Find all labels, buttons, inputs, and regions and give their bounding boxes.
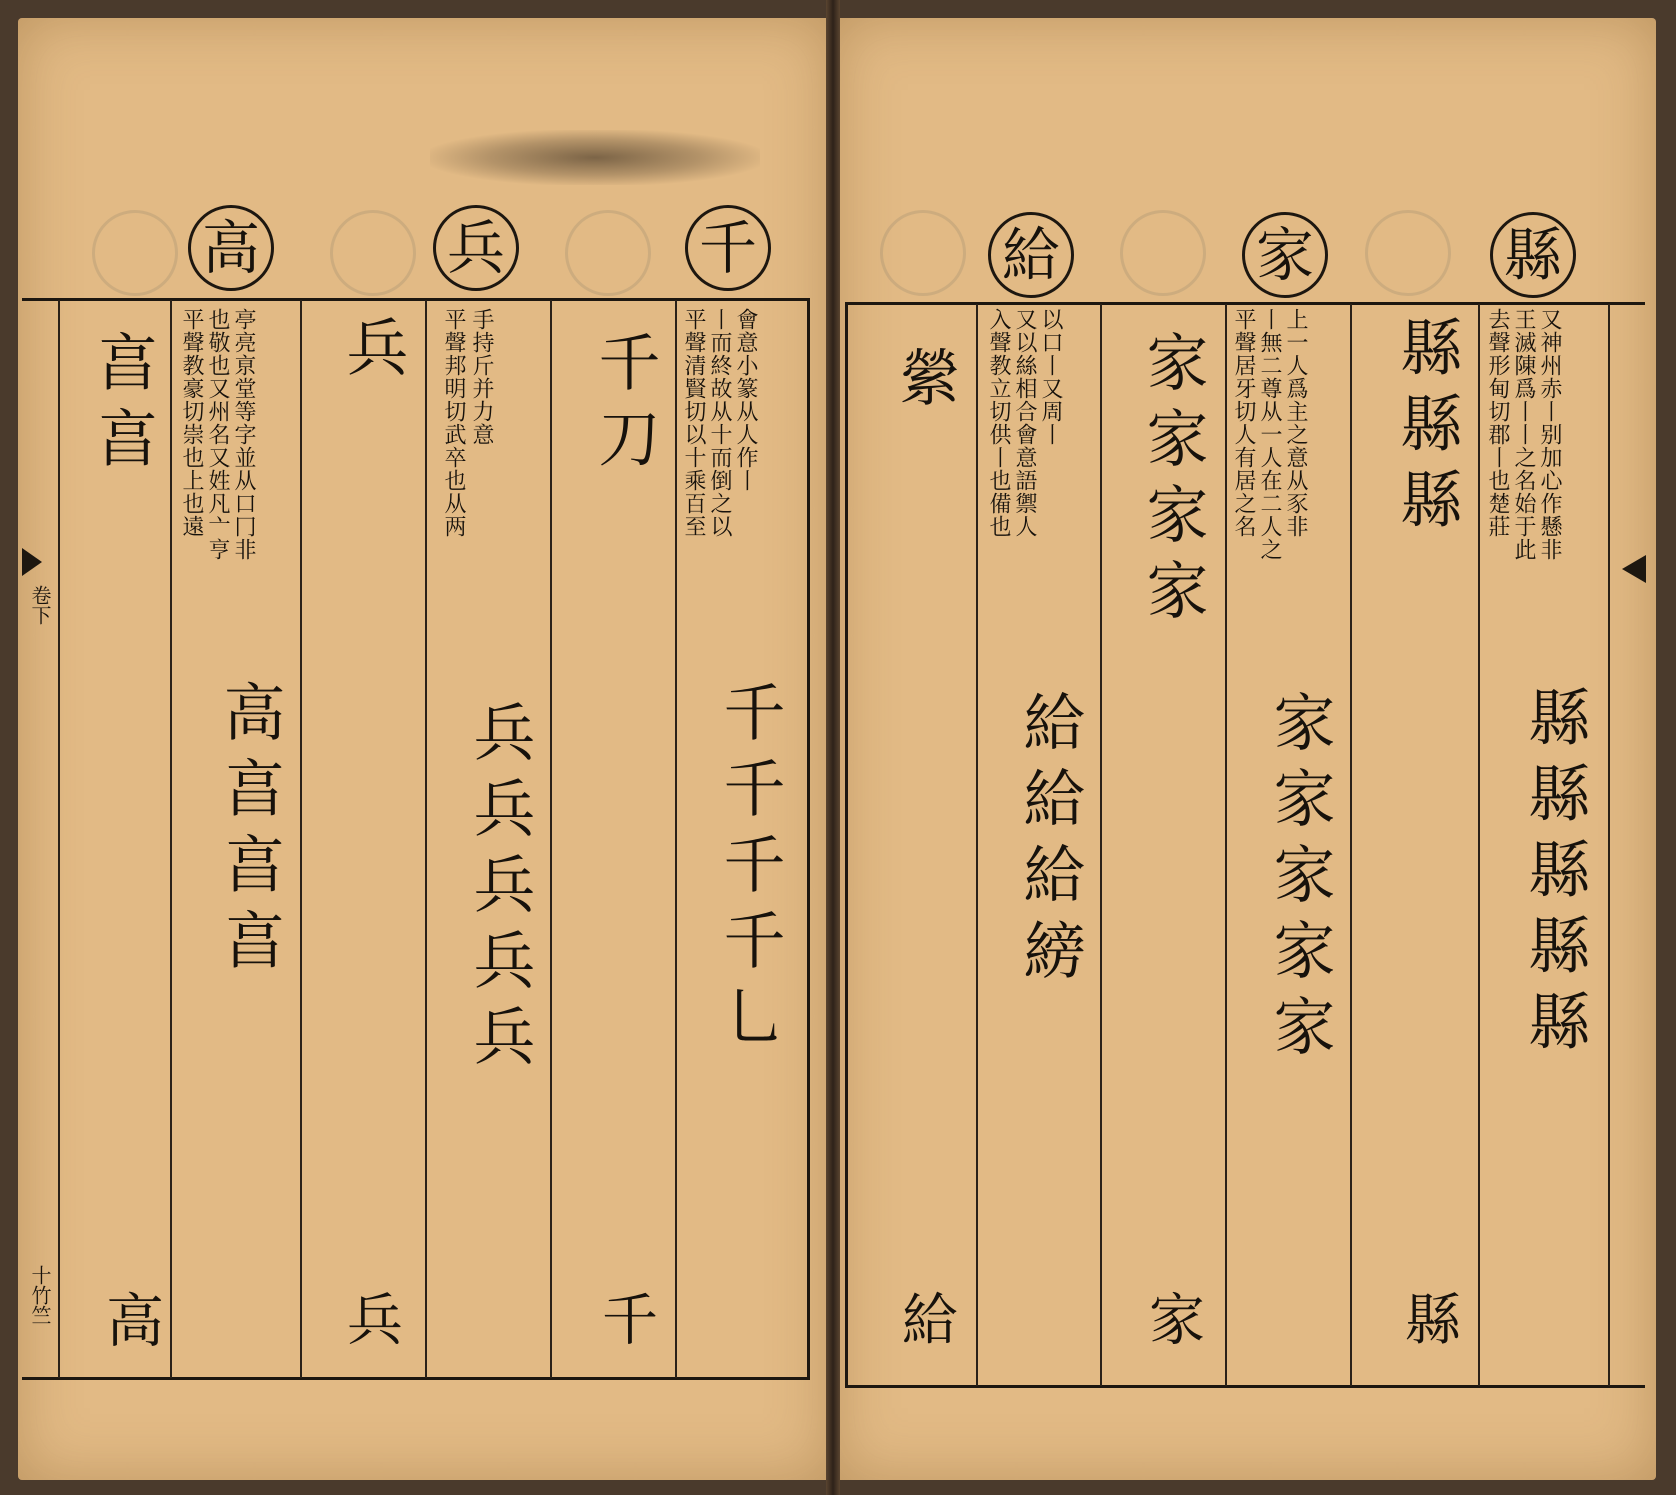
annotation-text: 平聲邦明切武卒也从两	[441, 308, 466, 538]
annotation-text: 王滅陳爲丨丨之名始于此	[1511, 308, 1536, 561]
seal-variants: 縣縣縣縣縣	[1518, 685, 1591, 1065]
annotation-text: 去聲形甸切郡丨也楚莊	[1485, 308, 1510, 538]
annotation-text: 也敬也又州名又姓凡亠亨	[205, 308, 230, 561]
column-rule	[1225, 304, 1227, 1386]
seal-variants: 家家家家	[1136, 330, 1209, 634]
column-rule	[1608, 304, 1610, 1386]
annotation-text: 上一人爲主之意从豕非	[1283, 308, 1308, 538]
column-rule	[976, 304, 978, 1386]
ink-smudge	[430, 130, 760, 185]
regular-character: 家	[1140, 1290, 1205, 1360]
heading-character: 家	[1242, 212, 1328, 298]
volume-label: 卷下	[28, 585, 52, 625]
heading-character: 兵	[433, 205, 519, 291]
column-rule	[550, 300, 552, 1378]
seal-variants: 千刀	[588, 330, 661, 482]
showthrough-circle	[330, 210, 416, 296]
column-rule	[58, 300, 60, 1378]
annotation-text: 丨無二尊从一人在二人之	[1257, 308, 1282, 561]
annotation-text: 以口丨又周丨	[1038, 308, 1063, 446]
annotation-text: 入聲教立切供丨也備也	[986, 308, 1011, 538]
column-rule	[1100, 304, 1102, 1386]
showthrough-circle	[92, 210, 178, 296]
margin-tab	[1622, 555, 1646, 583]
annotation-text: 亭亮亰堂等字並从口冂非	[231, 308, 256, 561]
column-rule	[675, 300, 677, 1378]
heading-character: 千	[685, 205, 771, 291]
annotation-text: 會意小篆从人作丨	[733, 308, 758, 492]
seal-variants: 兵兵兵兵兵	[463, 700, 536, 1080]
margin-tab	[22, 548, 42, 576]
annotation-text: 平聲教豪切崇也上也遠	[179, 308, 204, 538]
seal-variants: 兵	[336, 315, 409, 391]
heading-character: 給	[988, 212, 1074, 298]
annotation-text: 又神州赤丨别加心作懸非	[1537, 308, 1562, 561]
regular-character: 給	[893, 1290, 958, 1360]
regular-character: 兵	[338, 1290, 403, 1360]
seal-variants: 高亯亯亯	[213, 680, 286, 984]
seal-variants: 亯亯	[86, 330, 159, 482]
column-rule	[170, 300, 172, 1378]
seal-variants: 縈	[888, 345, 961, 421]
annotation-text: 又以絲相合會意語禦人	[1012, 308, 1037, 538]
regular-character: 千	[593, 1290, 658, 1360]
heading-character: 縣	[1490, 212, 1576, 298]
annotation-text: 手持斤并力意	[469, 308, 494, 446]
column-rule	[1478, 304, 1480, 1386]
book-gutter	[826, 0, 840, 1495]
showthrough-circle	[880, 210, 966, 296]
seal-variants: 家家家家家	[1263, 690, 1336, 1070]
annotation-text: 丨而終故从十而倒之以	[707, 308, 732, 538]
column-rule	[300, 300, 302, 1378]
showthrough-circle	[1120, 210, 1206, 296]
seal-variants: 縣縣縣	[1390, 315, 1463, 543]
showthrough-circle	[565, 210, 651, 296]
regular-character: 縣	[1396, 1290, 1461, 1360]
showthrough-circle	[1365, 210, 1451, 296]
seal-variants: 給給給縍	[1013, 690, 1086, 994]
column-rule	[1350, 304, 1352, 1386]
seal-variants: 千千千千乚	[713, 680, 786, 1060]
annotation-text: 平聲清賢切以十乘百至	[681, 308, 706, 538]
annotation-text: 平聲居牙切人有居之名	[1231, 308, 1256, 538]
regular-character: 高	[96, 1290, 164, 1362]
heading-character: 高	[188, 205, 274, 291]
column-rule	[425, 300, 427, 1378]
page-mark: 十竹竺	[28, 1265, 52, 1325]
